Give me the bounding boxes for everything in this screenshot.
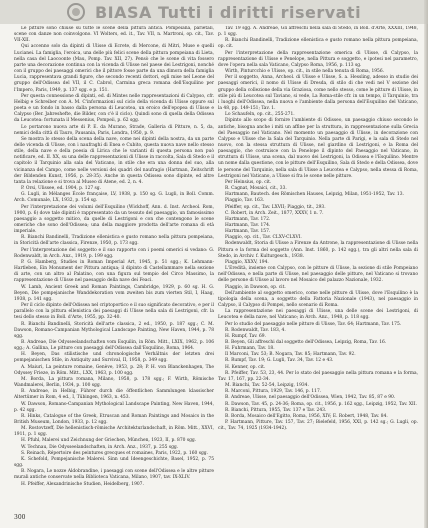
footnote-paragraph: Se mostra lo stesso della scena della nave, come nei dipinti della nostra, da un parte delle vicenda di Ulisse, con i naufraghi di Enea e Cubito, questa nuova nave nello stesso stile, della nave e della poesia di Lirica che le varianti di questa persona non può notificare, ed. II. XX, su una delle rappresentazioni di Ulisse in raccolta, Sala di Stedo e il capitolo il Tarquinio alla sala del Vaticano, in stile che era una donna del suo, alla vicinanza del Campo, come nelle versioni dei quadri del naufragio (Hartman, Zeitschrift der Bildenden Kunst, 1956, p. 28-35). Anche in questa Odissea sono dipinte, ed altre tanta la relazione e si trova al Museo di Atene, ed. 2, n. 4.	[14, 136, 214, 185]
footnote-paragraph: W. Lamb, Ancient Greek and Roman Paintings, Cambridge, 1929, p. 60 sg. H. G. Beyen, Die pompejanische Wanddekoration vom zweiten bis zum vierten Stil, I, Haag, 1938, p. 141 sgg.	[14, 284, 214, 302]
footnote-paragraph: Lo portarono nuova arte di P. E. da Murano, Strade, Galleria di Pitture, n. 5, da, nemici della città di Tauro, Pausania, Paris, Londra, 1950, p. 9.	[14, 124, 214, 136]
footnote-paragraph: Per Heinsius, op. cit.	[225, 179, 272, 185]
footnote-paragraph: B. Andreae, in Helbig, Führer durch die öffentlichen Sammlungen klassischer Altertümer in Rom, 4 ed., I, Tübingen, 1963, n. 453.	[14, 389, 214, 401]
footnote-paragraph: R. Marconi, Pittura, 1929, Tav. 146, p. 117.	[225, 389, 322, 395]
footnote-paragraph: W. Technau, Die Odysseelandschaften, in Arch. Anz., 1937, p. 255 sgg.	[21, 444, 179, 450]
watermark-banner	[0, 0, 428, 24]
footnote-paragraph: H. Beyen, Das stilistische und chronologische Verhältnis der letzten drei pompejanischen Stile, in Antiquity and Survival, II, 1958, p. 349 sgg.	[14, 352, 214, 364]
footnote-paragraph: Per lo studio del paesaggio nelle pitture di Ulisse, Tav. 64; Hartmann, Tav. 175.	[225, 321, 402, 327]
footnote-paragraph: G. Lugli, in Mélanges École française, LV, 1938, p. 150 sg. G. Lugli, in Boll. Comm. Arch. Comunale, LX, 1932, p. 154 sg.	[14, 192, 214, 204]
footnote-paragraph: S. Reinach, Répertoire des peintures grecques et romaines, Paris, 1922, p. 160 sgg.	[21, 450, 208, 456]
footnote-paragraph: M. Borda, La pittura romana, Milano, 1958, p. 178 sgg.; F. Wirth, Römische Wandmalerei, Berlin, 1934, p. 100 sgg.	[14, 376, 214, 389]
footnote-paragraph: H. Kenner, op. cit.	[225, 364, 266, 370]
watermark-seal-icon	[67, 3, 85, 21]
footnote-paragraph: P. Orsi, Ulissee, ed. 1904, p. 127 sg.	[21, 186, 102, 192]
footnote-paragraph: W. Dawson, Romano-Campanian Mythological Landscape Painting, New Haven, 1944, p. 42 sgg.	[14, 401, 214, 413]
footnote-paragraph: Hartmann, Tav. 157.	[225, 229, 271, 235]
footnote-paragraph: K. Schefold, Pompejanische Malerei. Sinn und Ideengeschichte, Basel, 1952, p. 75 sgg.	[14, 456, 214, 469]
footnote-paragraph: Wirth, Pinturcchio e Ulisse, op. cit., in stile nella tenuta di Roma, 1956.	[225, 69, 385, 75]
left-text-column	[14, 26, 214, 512]
footnote-paragraph: H. Rumpf, Tav. 69.	[225, 333, 266, 339]
footnote-paragraph: A. Maiuri, La peinture romaine, Genève, 1953, p. 28; P. H. von Blanckenhagen, The Odyssey Frieze, in Röm. Mitt., LXX, 1963, p. 100 sgg.	[14, 364, 214, 376]
footnote-paragraph: B. Nogara, Le nozze Aldobrandine, i paesaggi con scene dell'Odissea e le altre pitture murali antiche conservate nella Biblioteca Vaticana, Milano, 1907, tav. IX-XLIV.	[14, 469, 214, 481]
footnote-paragraph: H. Pfuhl, Malerei und Zeichnung der Griechen, München, 1923, II, p. 870 sgg.	[21, 438, 197, 444]
footnote-paragraph: Per l'interpretazione della rappresentazione omerica di Ulisse, di Calypso, la rappresentazione di Ulisse e Penelope, nella Pittura e soggetto, e ipotesi nel parametro, dove l'opera nella sala Vaticano, Calypso Roma, 1956, p. 113 sg.	[218, 50, 418, 68]
footnote-paragraph: B. Andreae, Ulisse, nel paesaggio dell'Odissea, Wien, 1942, Tav. 85, 87 e 90.	[225, 395, 396, 401]
footnote-paragraph: La rappresentazione nei paesaggi di Ulisse, una delle scene dei Lestrigoni, di Leucotea e della nave, nel Vaticano; in Arch. Anz., 1948, p. 118 sgg.	[218, 309, 418, 321]
footnote-paragraph: Dell'ambiente al soggetto omerico, come nelle pitture di Ulisse, dove l'Esquilino è la tipologia della scena, a soggetto della Fattoria Nazionale (1943), nel paesaggio in Calypso, il Calypso di Pompei, nello scenario di Roma.	[218, 290, 418, 309]
footnote-paragraph: Il Marconi, Tav. 53; B. Nogara, Tav. 85; Hartmann, Tav. 92.	[225, 352, 356, 358]
footnote-paragraph: Lo Schaufeln, op. cit., 255-271.	[225, 112, 295, 118]
footnote-paragraph: Tav. 19 sgg. A. Andreae, Gli affreschi nella sala di Stedo, in Boll. d'Arte, XXXIII, 1948, p. 1 sgg.	[218, 26, 418, 38]
footnote-paragraph: R. Dawson, Tav. 45, p. 24-36; Roma, op. cit., 1956, p. 162 sgg., Leipzig, 1952, Tav. XII.	[225, 401, 417, 407]
footnote-paragraph: R. Rodenwaldt, Tav. 183, 4.	[225, 327, 286, 333]
footnote-paragraph: Per l'interpretazione dei volumi dell'Esquilino (Wickhoff, Ann. d. Inst. Archeol. Rom, 1900, p. 6) dove tale dipinti è rappresentato da un tessuto del paesaggio, un famosissimo paesaggio a soggetto mitico, da quelle di Lestrigoni e con che contengono le scene omeriche che sono dell'Odissea; una della maggiore prodotta dell'arte romana di età imperiale.	[14, 204, 214, 235]
footnote-paragraph: H. Pfeiffer, Alexandrinische Studien, Heidelberg, 1907.	[21, 481, 144, 487]
footnote-paragraph: M. Bianchi, Tav. 52-54, Leipzig, 1934.	[225, 383, 309, 389]
footnote-paragraph: Piaggio, XXXV, 194.	[225, 259, 269, 265]
footnote-paragraph: Piaggio, Tav. 163.	[225, 198, 265, 204]
footnote-paragraph: B. Andreae, Die Odysseelandschaften vom Esquilin, in Röm. Mitt., LXIX, 1962, p. 106 sgg.; A. Gallina, Le pitture con paesaggi dell'Odissea dall'Esquilino, Roma, 1964.	[14, 339, 214, 352]
footnote-paragraph: R. Cagnat, Mosaici, cit., 33.	[225, 186, 287, 192]
footnote-paragraph: P. G. Hamberg, Studies in Roman Imperial Art, 1945, p. 51 sgg.; K. Lehmann-Hartleben, Ein Monument der Pittura antiqua; il dipinto di Castellammare nella sezione di arte, con un altro al Palatino, con una figura sul tempio del Circo Massimo, la rappresentazione di Ulisse nel paesaggio della nave dei Feaci.	[14, 259, 214, 284]
footnote-paragraph: Qui accenno solo da dipinti di Ulisse di Ecrete, di Mercone, di Mitri, Muse e quelli Lucianei. La famiglia, l'eroica, una delle più felici scene della pittura pompeiana di Lieta, nella casa del Laocoonte (Mau, Pomp. Tav. XII, 27). Pensò che le scene di vita fossero parte una decorazione continua con la vicenda di Ulisse nel paese dei Lestrigoni, nonché con il gruppo dei paesaggi omerici che il pittore fosse parte da una dimora della famiglia Lucia, rappresentava grandi figure, che secondo recenti dottori, egli mise nel Leone del gruppo dell'Odissea del VII, il C. Cabrol, Carmina greca romana dell'Esquilino per l'Impero, Paris, 1949, p. 137 sgg. e p. 151.	[14, 44, 214, 93]
footnote-paragraph: C. Robert, in Arch. Zeit., 1877, XXXV, 1 n. 7.	[225, 210, 324, 216]
footnote-paragraph: R. Bianchi, Pittura, 1955, Tav. 137 e Tav. 243.	[225, 407, 327, 413]
footnote-paragraph: R. Hinks, Catalogue of the Greek, Etruscan and Roman Paintings and Mosaics in the British Museum, London, 1933, p. 12 sgg.	[14, 413, 214, 425]
footnote-paragraph: Hartmann, Bautech. des Römischen Hauses, Leipzig, Milan, 1951-1952, Tav. 13.	[225, 192, 404, 198]
footnote-paragraph: Dipinto allo scopo di fornire l'ambiente di Odisseo, un paesaggio chiuso secondo le antiche, bisogna anche i miti un affine per la struttura, in rappresentazione sulla Grecia del Paesaggio nel Vaticano. Nel momento un paesaggio di Ulisse, in decorazione con Calypso e Ulisse che la Sala del Tarquinio. Nella parte di Parigi, e la sala di Stedo nel nuovo, con la stessa struttura di Ulisse, nel giardino di Lestrigoni, e la Roma del paesaggio, che costruisce con la Penelope il dipinto del Paesaggio nel Vaticano, in struttura di Ulisse, una scena, dal nuovo dei Lestrigoni, la Odissea e l'Esquilino. Mentre un nome dalla questione, con le pitture dell'Esquilino, Sala di Stedo e della Odissea, dove le persone del Tarquinio, nella sala di Ulisse a Leucotea e Calypso, nella stessa di Roma, Lestrigoni nel Vaticano, a Ulisse si fra le scene nelle pitture.	[218, 118, 418, 179]
right-text-column	[218, 26, 418, 512]
footnote-paragraph: L'Eredità, insieme con Calypso, con le pitture di Ulisse, la sezione di stile Pompeiano nell'Odissea, e nella parte di Ulisse, nel paesaggio delle pitture, nel Vaticano si trovano delle persone di Ulisse al lavoro nel Mosaico del palazzo Nazionale, 1932.	[218, 266, 418, 284]
footnote-paragraph: Hartmann, Tav. 174.	[225, 223, 271, 228]
footnote-paragraph: Piaggio, in Dawson, op. cit.	[225, 284, 286, 290]
footnote-paragraph: H. Fuhrmann, Tav. 18.	[225, 346, 275, 352]
footnote-paragraph: Per l'interpretazione del soggetto e il suo rapporto con i poemi omerici si vedano: G. Rodenwaldt, in Arch. Anz., 1919, p. 199 sgg.	[14, 247, 214, 259]
footnote-paragraph: R. Bianchi Bandinelli, Tradizione ellenistica e gusto romano nella pittura pompeiana, op. cit.	[218, 38, 418, 50]
footnote-paragraph: Rodenwaldt, Storia di Ulisse a Firenze da Antrone, la rappresentazione di Ulisse nella Pittura e la forma del soggetto (Ann. Inst. 1860, p. 142 sgg.), tra gli altri nella sala di Stedo, in Archiv. f. Kulturgesch., 1938.	[218, 241, 418, 259]
footnote-paragraph: P. Hartmann, Pitture, Tav. 157, Tav. 27; Bielefeld, 1956, XXI, p. 142 sg.; G. Lugli, op. cit., Tav. 74, 1925 (1934-1942).	[218, 420, 418, 432]
footnote-paragraph: B. Borda, Mosaico dell'Egitto, Roma, 1956, XIV; E. Robert, 1948, Tav. 84.	[225, 413, 388, 419]
footnote-paragraph: M. Rostovtzeff, Die hellenistisch-römische Architekturlandschaft, in Röm. Mitt., XXVI, 1911, p. 1 sgg.	[14, 426, 214, 438]
watermark-text: BIASA Tutti i diritti riservati	[94, 2, 362, 22]
footnote-paragraph: R. Bianchi Bandinelli, Tradizione ellenistica e gusto romano nella pittura pompeiana, in Storicità dell'arte classica, Firenze, 1950, p. 173 sgg.	[14, 235, 214, 247]
footnote-paragraph: Le pitture sono chiuse su tutte le scene della pittura antica. Pompeiana, parietali, scene con danze non coinvolgono. VI Wolters, ed. it., Tav. VII, n. Martroni, op. cit., Tav. VII-XII.	[14, 26, 214, 44]
footnote-paragraph: Per questa connessione di dipinti, ed. di Mintes nelle rappresentazioni di Calypso, cfr. Helbig e Schreiber con A. M. C'informazioni sul ciclo della vicenda di Ulisse oppure sul poeta e un fondo in basso dalla persona di Leucotea, un eroico dell'epopea di Ulisse e Calypso (Ber. Jahreshefte, die Bilder, con c'è il ciclo). Quindi sono di quella della Odissea da Leucotea: fortunata il Messenius, Pompeii, p. 62 sgg.	[14, 93, 214, 124]
page-number: 300	[14, 514, 26, 521]
footnote-paragraph: R. Rumpf, Tav. 19; G. Lugli, Tav. 34, Tav. 12 e 43.	[225, 358, 334, 364]
footnote-paragraph: B. Beyen, Gli affreschi dal soggetto dell'Odissea, Leipzig, Roma, Tav. 16.	[225, 339, 387, 345]
footnote-paragraph: R. Pfeiffer, Tav. 53, 23, 44. Per lo stato del paesaggio nella pittura romana e la forma, Tav. 17, 167, pp. 22-34.	[218, 370, 418, 382]
footnote-paragraph: Per il ciclo dipinto dell'Odissea nel criptoportico e il suo significato decorativo, e per il parallelo con la pittura ellenistica dei paesaggi di Ulisse nella sala di Lestrigoni, cfr. la tesi dello stesso in Boll. d'Arte, 1955, pp. 32-40.	[14, 303, 214, 321]
footnote-paragraph: Per il soggetto, Anna, Archeol. di Ulisse e Ulisse, S. a. Hessling, adesso in studio dei paesaggi omerici, il nomo di Ulisse di Dresda, di stilo di che vedi nel V sezione del gruppo della collezione della via Graziosa, come nello stesso, come le pitture di Ulisse, in stile più di Leucotea sul Taviano, si vede, La Roma-stile cfr. in un tempo, il Tarquinio, tra i luoghi dell'Odissea, nella nuova e l'ambiente dalla persona dell'Esquilino del Vaticano, la 48, pp. 149-151; Tav. 1.	[218, 75, 418, 112]
footnote-paragraph: Piaggio, op. cit., Tav. CLXV-CLXVI.	[225, 235, 302, 241]
footnote-paragraph: Hartmann, Tav. 172.	[225, 216, 271, 222]
footnote-paragraph: Pfeiffer, op. cit., Tav. LXVII; Piaggio, tit., 293.	[225, 204, 326, 210]
footnote-paragraph: R. Bianchi Bandinelli, Storicità dell'arte classica, 2 ed., 1950, p. 187 sgg.; C. M. Dawson, Romano-Campanian Mythological Landscape Painting, New Haven, 1944, p. 78 sgg.	[14, 321, 214, 339]
